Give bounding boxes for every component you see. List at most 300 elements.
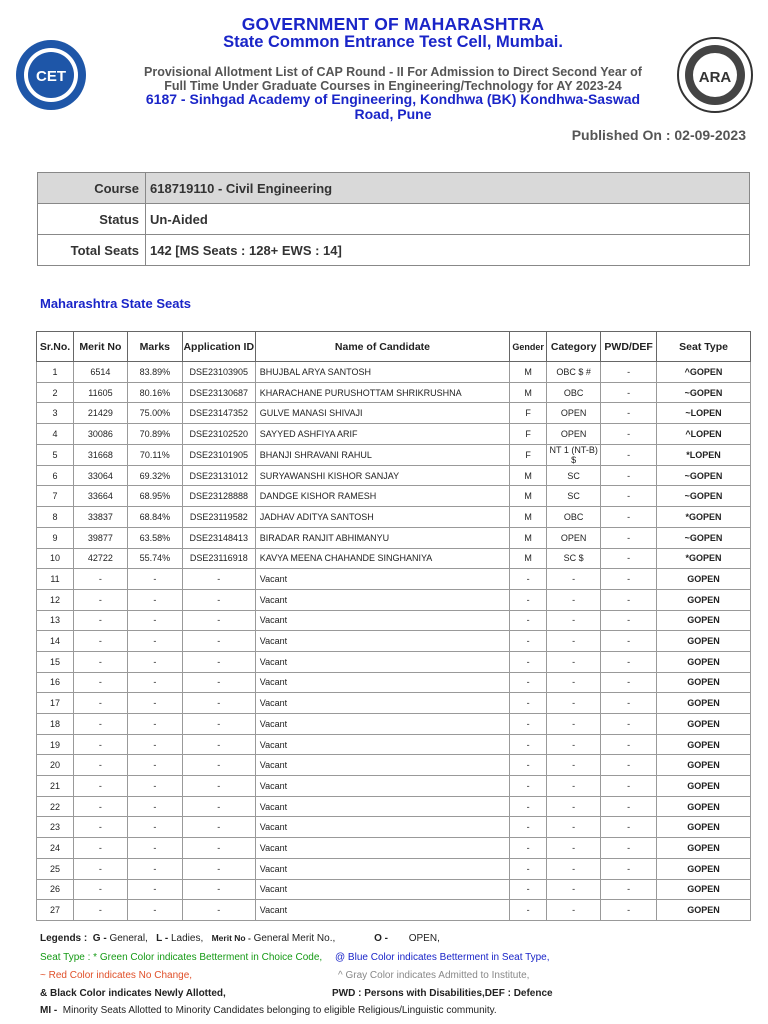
cell-seat-type: GOPEN [657,672,751,693]
cell-pwd: - [601,610,657,631]
cell-merit: 42722 [73,548,127,569]
ara-logo-icon [677,37,753,113]
cell-merit: - [73,817,127,838]
status-row [38,204,750,235]
cell-srno: 8 [37,507,74,528]
table-row [37,755,751,776]
cell-gender: - [510,838,547,859]
cell-title: State Common Entrance Test Cell, Mumbai. [223,33,563,51]
cell-name: SURYAWANSHI KISHOR SANJAY [255,465,509,486]
table-row [37,610,751,631]
cell-application-id: DSE23119582 [182,507,255,528]
cell-srno: 19 [37,734,74,755]
cell-seat-type: GOPEN [657,755,751,776]
cell-pwd: - [601,465,657,486]
cell-pwd: - [601,796,657,817]
cell-application-id: - [182,714,255,735]
cell-srno: 6 [37,465,74,486]
cell-marks: 55.74% [127,548,182,569]
cell-merit: - [73,589,127,610]
cell-pwd: - [601,734,657,755]
cell-merit: - [73,693,127,714]
cell-application-id: - [182,858,255,879]
cell-gender: - [510,879,547,900]
cell-seat-type: *LOPEN [657,444,751,465]
cell-merit: - [73,879,127,900]
cell-seat-type: GOPEN [657,693,751,714]
cell-srno: 24 [37,838,74,859]
cell-name: Vacant [255,838,509,859]
government-title: GOVERNMENT OF MAHARASHTRA [241,14,545,34]
cell-srno: 16 [37,672,74,693]
cell-marks: - [127,755,182,776]
cell-marks: - [127,776,182,797]
cell-seat-type: ~GOPEN [657,527,751,548]
cell-srno: 14 [37,631,74,652]
cell-application-id: DSE23116918 [182,548,255,569]
cell-srno: 26 [37,879,74,900]
cell-gender: - [510,672,547,693]
table-row [37,486,751,507]
table-row [37,817,751,838]
cell-gender: - [510,631,547,652]
cell-merit: - [73,610,127,631]
cell-seat-type: GOPEN [657,631,751,652]
cell-name: BIRADAR RANJIT ABHIMANYU [255,527,509,548]
table-row [37,382,751,403]
cell-srno: 12 [37,589,74,610]
cell-name: Vacant [255,631,509,652]
cell-pwd: - [601,838,657,859]
cell-marks: - [127,858,182,879]
cell-gender: M [510,465,547,486]
table-row [37,796,751,817]
cell-srno: 10 [37,548,74,569]
cell-seat-type: ^GOPEN [657,362,751,383]
table-row [37,569,751,590]
cell-merit: - [73,651,127,672]
cell-pwd: - [601,693,657,714]
cell-marks: 80.16% [127,382,182,403]
cell-seat-type: GOPEN [657,714,751,735]
total-seats-label: Total Seats [38,235,146,266]
table-row [37,858,751,879]
cell-merit: 21429 [73,403,127,424]
cell-merit: 33664 [73,486,127,507]
cell-application-id: DSE23147352 [182,403,255,424]
cell-merit: 6514 [73,362,127,383]
cell-name: KAVYA MEENA CHAHANDE SINGHANIYA [255,548,509,569]
table-row [37,879,751,900]
cell-gender: - [510,569,547,590]
table-row [37,900,751,921]
cell-marks: 75.00% [127,403,182,424]
cell-merit: - [73,734,127,755]
cell-gender: F [510,403,547,424]
cell-name: Vacant [255,796,509,817]
cell-merit: - [73,631,127,652]
course-info-table [37,172,750,266]
cell-merit: 11605 [73,382,127,403]
col-seat-type: Seat Type [657,332,751,362]
table-row [37,631,751,652]
cell-srno: 1 [37,362,74,383]
cell-marks: - [127,879,182,900]
cell-gender: F [510,444,547,465]
cell-category: - [547,589,601,610]
cell-name: KHARACHANE PURUSHOTTAM SHRIKRUSHNA [255,382,509,403]
table-row [37,776,751,797]
cell-category: OBC [547,382,601,403]
legend-merit-desc: General Merit No., [253,933,336,944]
cell-category: OBC $ # [547,362,601,383]
legend-gray: ^ Gray Color indicates Admitted to Institute, [338,970,530,981]
table-body [37,362,751,921]
cell-gender: - [510,651,547,672]
cell-name: JADHAV ADITYA SANTOSH [255,507,509,528]
cell-category: - [547,879,601,900]
legend-label: Legends : [40,933,88,944]
table-row [37,424,751,445]
cell-application-id: - [182,734,255,755]
cell-application-id: - [182,610,255,631]
cell-name: DANDGE KISHOR RAMESH [255,486,509,507]
cell-merit: 39877 [73,527,127,548]
cell-application-id: - [182,569,255,590]
table-row [37,548,751,569]
institute-name: 6187 - Sinhgad Academy of Engineering, Kondhwa (BK) Kondhwa-Saswad Road, Pune [145,91,641,122]
cell-marks: - [127,817,182,838]
col-name: Name of Candidate [255,332,509,362]
col-gender: Gender [510,332,547,362]
table-row [37,527,751,548]
cell-application-id: DSE23101905 [182,444,255,465]
cell-gender: - [510,589,547,610]
cell-seat-type: GOPEN [657,569,751,590]
logo-left-text: CET [36,68,66,85]
cell-application-id: - [182,693,255,714]
logo-right-text: ARA [698,69,732,86]
page-header [0,0,768,160]
cell-pwd: - [601,527,657,548]
table-row [37,838,751,859]
cell-marks: - [127,796,182,817]
cell-srno: 13 [37,610,74,631]
cell-marks: - [127,569,182,590]
cell-gender: - [510,734,547,755]
cell-merit: 31668 [73,444,127,465]
legend-red: ~ Red Color indicates No Change, [40,970,193,981]
cell-marks: 68.95% [127,486,182,507]
cell-pwd: - [601,424,657,445]
cell-marks: - [127,672,182,693]
cell-merit: - [73,569,127,590]
cell-pwd: - [601,569,657,590]
cell-merit: 33837 [73,507,127,528]
cell-srno: 7 [37,486,74,507]
col-application-id: Application ID [182,332,255,362]
legend-ladies: Ladies, [171,933,204,944]
cell-seat-type: *GOPEN [657,507,751,528]
cell-merit: 30086 [73,424,127,445]
cell-application-id: DSE23131012 [182,465,255,486]
cell-pwd: - [601,755,657,776]
status-value: Un-Aided [146,204,750,235]
cell-merit: - [73,796,127,817]
allotment-table [36,331,751,921]
cell-pwd: - [601,382,657,403]
cell-application-id: - [182,776,255,797]
cell-category: - [547,838,601,859]
cell-category: SC [547,465,601,486]
col-srno: Sr.No. [37,332,74,362]
cell-seat-type: GOPEN [657,796,751,817]
cell-category: - [547,796,601,817]
table-row [37,714,751,735]
cell-marks: - [127,714,182,735]
cell-gender: - [510,900,547,921]
cell-pwd: - [601,589,657,610]
cell-application-id: - [182,651,255,672]
cell-category: - [547,776,601,797]
cell-name: Vacant [255,817,509,838]
col-merit: Merit No [73,332,127,362]
cell-pwd: - [601,900,657,921]
cell-gender: F [510,424,547,445]
col-category: Category [547,332,601,362]
cell-marks: 68.84% [127,507,182,528]
cell-name: Vacant [255,651,509,672]
cell-srno: 3 [37,403,74,424]
cell-application-id: - [182,796,255,817]
cell-name: Vacant [255,610,509,631]
cell-marks: - [127,900,182,921]
cell-application-id: DSE23130687 [182,382,255,403]
cell-pwd: - [601,879,657,900]
cell-category: SC $ [547,548,601,569]
cell-merit: 33064 [73,465,127,486]
cell-category: - [547,651,601,672]
cell-gender: - [510,714,547,735]
total-seats-value: 142 [MS Seats : 128+ EWS : 14] [146,235,750,266]
col-pwd: PWD/DEF [601,332,657,362]
cell-pwd: - [601,858,657,879]
cell-pwd: - [601,362,657,383]
legend-line-1 [40,933,440,944]
cell-pwd: - [601,548,657,569]
cell-srno: 22 [37,796,74,817]
cell-srno: 27 [37,900,74,921]
cell-merit: - [73,838,127,859]
cell-category: - [547,817,601,838]
cell-gender: - [510,776,547,797]
cell-category: - [547,631,601,652]
cell-gender: - [510,817,547,838]
legend-o: O - [374,933,388,944]
cell-srno: 11 [37,569,74,590]
cell-name: Vacant [255,879,509,900]
cell-srno: 4 [37,424,74,445]
cell-category: OPEN [547,424,601,445]
cell-marks: 83.89% [127,362,182,383]
cell-pwd: - [601,507,657,528]
cell-gender: M [510,548,547,569]
total-seats-row [38,235,750,266]
cell-category: - [547,755,601,776]
cell-marks: - [127,651,182,672]
cell-srno: 17 [37,693,74,714]
table-row [37,589,751,610]
cell-merit: - [73,672,127,693]
cell-name: Vacant [255,714,509,735]
cell-gender: - [510,796,547,817]
table-row [37,693,751,714]
table-row [37,465,751,486]
cell-pwd: - [601,714,657,735]
cell-marks: 70.11% [127,444,182,465]
cell-pwd: - [601,776,657,797]
section-title: Maharashtra State Seats [40,296,192,311]
cell-seat-type: GOPEN [657,610,751,631]
legend-green: Seat Type : * Green Color indicates Betterment in Choice Code, [40,952,323,963]
cell-name: Vacant [255,693,509,714]
table-row [37,444,751,465]
table-row [37,362,751,383]
legend-open: OPEN, [408,933,440,944]
cell-gender: M [510,527,547,548]
cell-application-id: DSE23102520 [182,424,255,445]
cell-seat-type: ~LOPEN [657,403,751,424]
cell-name: Vacant [255,734,509,755]
list-subtitle: Provisional Allotment List of CAP Round - II For Admission to Direct Second Year of Full Time Under Graduate Courses in Engineering/Technology for AY 2023-24 [144,65,642,93]
legend-black: & Black Color indicates Newly Allotted, [40,988,226,999]
cell-category: - [547,734,601,755]
cell-seat-type: ~GOPEN [657,465,751,486]
cell-srno: 25 [37,858,74,879]
cell-application-id: - [182,755,255,776]
cell-srno: 18 [37,714,74,735]
cell-seat-type: ^LOPEN [657,424,751,445]
cell-name: GULVE MANASI SHIVAJI [255,403,509,424]
cell-category: OPEN [547,403,601,424]
cell-seat-type: GOPEN [657,879,751,900]
cell-seat-type: GOPEN [657,734,751,755]
cell-marks: 63.58% [127,527,182,548]
cell-pwd: - [601,672,657,693]
cell-category: - [547,714,601,735]
table-row [37,403,751,424]
cell-name: Vacant [255,776,509,797]
table-header [37,332,751,362]
course-value: 618719110 - Civil Engineering [146,173,750,204]
published-date: Published On : 02-09-2023 [571,127,746,143]
cell-gender: M [510,507,547,528]
cell-name: BHANJI SHRAVANI RAHUL [255,444,509,465]
table-row [37,734,751,755]
cell-merit: - [73,900,127,921]
cell-srno: 23 [37,817,74,838]
col-marks: Marks [127,332,182,362]
cell-category: - [547,858,601,879]
cell-srno: 5 [37,444,74,465]
cell-application-id: - [182,879,255,900]
cell-marks: 69.32% [127,465,182,486]
legend-pwd: PWD : Persons with Disabilities,DEF : Defence [332,988,553,999]
table-row [37,651,751,672]
cell-application-id: DSE23128888 [182,486,255,507]
table-row [37,507,751,528]
cell-application-id: - [182,900,255,921]
cell-srno: 20 [37,755,74,776]
cell-category: OBC [547,507,601,528]
cell-seat-type: GOPEN [657,900,751,921]
cell-name: Vacant [255,672,509,693]
cell-marks: - [127,631,182,652]
cell-name: Vacant [255,755,509,776]
cell-gender: M [510,382,547,403]
cell-name: Vacant [255,569,509,590]
cell-srno: 15 [37,651,74,672]
cell-application-id: - [182,631,255,652]
cell-gender: - [510,693,547,714]
cell-pwd: - [601,817,657,838]
cell-marks: - [127,589,182,610]
cell-pwd: - [601,486,657,507]
cell-category: OPEN [547,527,601,548]
cell-pwd: - [601,403,657,424]
cell-application-id: - [182,589,255,610]
cell-category: SC [547,486,601,507]
cell-srno: 2 [37,382,74,403]
legend-general: General, [109,933,148,944]
cell-pwd: - [601,444,657,465]
cell-merit: - [73,858,127,879]
cell-seat-type: *GOPEN [657,548,751,569]
cell-gender: - [510,610,547,631]
course-label: Course [38,173,146,204]
legend-line-5 [40,1005,497,1016]
cell-gender: - [510,858,547,879]
cell-name: Vacant [255,858,509,879]
cell-seat-type: GOPEN [657,838,751,859]
legend-mi-desc: Minority Seats Allotted to Minority Candidates belonging to eligible Religious/Linguistic community. [62,1005,497,1016]
cell-pwd: - [601,651,657,672]
cell-gender: M [510,362,547,383]
cell-category: - [547,569,601,590]
cell-marks: - [127,693,182,714]
cell-application-id: DSE23148413 [182,527,255,548]
cell-marks: - [127,610,182,631]
cell-seat-type: ~GOPEN [657,382,751,403]
legend-g: G - [92,933,107,944]
cell-name: BHUJBAL ARYA SANTOSH [255,362,509,383]
status-label: Status [38,204,146,235]
cell-merit: - [73,755,127,776]
legend-blue: @ Blue Color indicates Betterment in Seat Type, [335,952,550,963]
cell-name: SAYYED ASHFIYA ARIF [255,424,509,445]
cell-name: Vacant [255,900,509,921]
cell-application-id: DSE23103905 [182,362,255,383]
cell-seat-type: GOPEN [657,651,751,672]
cell-gender: M [510,486,547,507]
cell-srno: 9 [37,527,74,548]
cell-gender: - [510,755,547,776]
cell-seat-type: ~GOPEN [657,486,751,507]
cell-application-id: - [182,817,255,838]
cell-category: - [547,672,601,693]
cell-seat-type: GOPEN [657,776,751,797]
cell-category: - [547,900,601,921]
